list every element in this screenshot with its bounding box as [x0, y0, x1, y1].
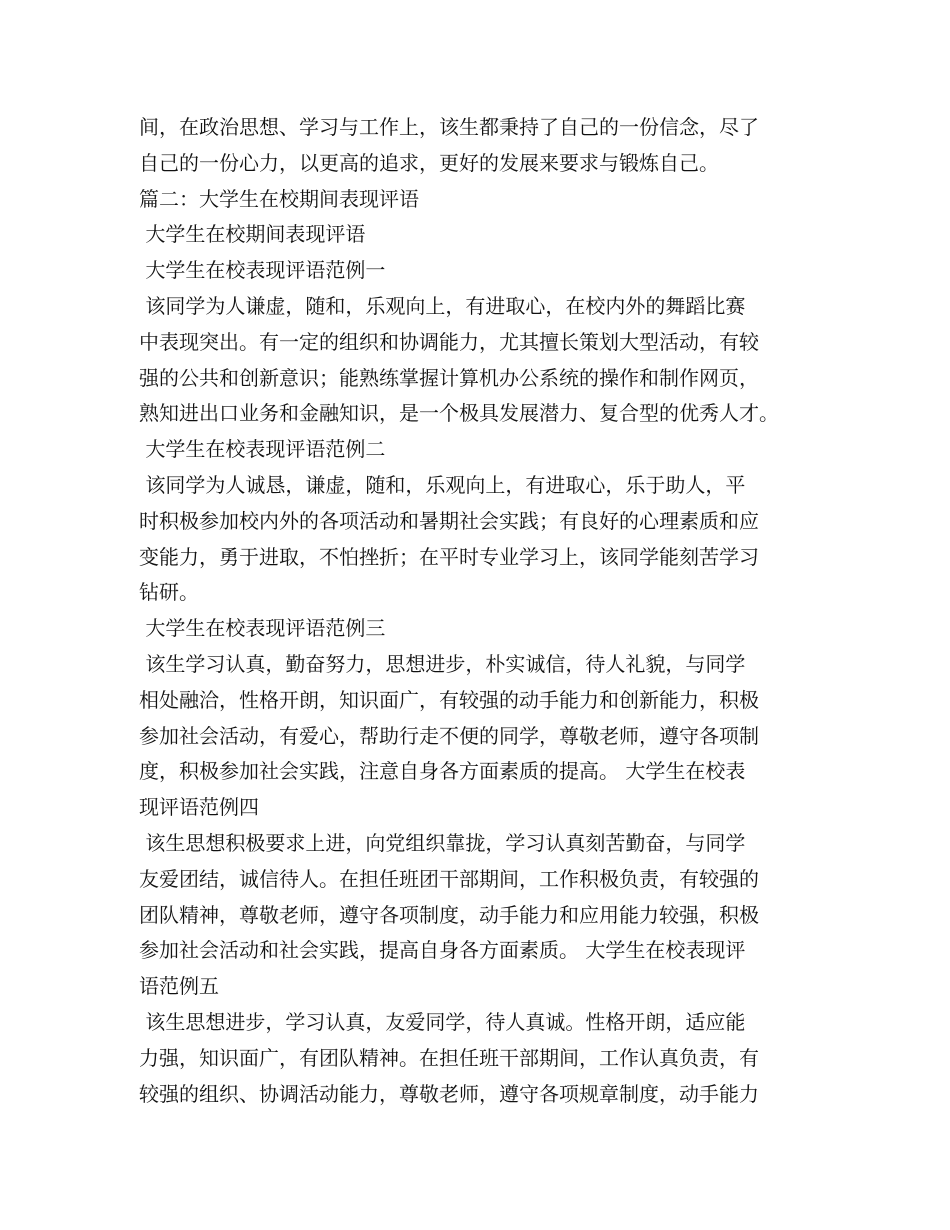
text-line: 现评语范例四	[139, 795, 259, 820]
text-line: 该生思想进步，学习认真，友爱同学，待人真诚。性格开朗，适应能	[139, 1009, 746, 1034]
example-heading: 大学生在校表现评语范例三	[139, 616, 386, 641]
example-heading: 大学生在校表现评语范例二	[139, 437, 386, 462]
subsection-heading: 大学生在校期间表现评语	[139, 222, 366, 247]
text-line: 熟知进出口业务和金融知识，是一个极具发展潜力、复合型的优秀人才。	[139, 401, 779, 426]
text-line: 相处融洽，性格开朗，知识面广，有较强的动手能力和创新能力，积极	[139, 687, 759, 712]
text-line: 该同学为人诚恳，谦虚，随和，乐观向上，有进取心，乐于助人，平	[139, 472, 746, 497]
text-line: 度，积极参加社会实践，注意自身各方面素质的提高。 大学生在校表	[139, 759, 746, 784]
text-line: 中表现突出。有一定的组织和协调能力，尤其擅长策划大型活动，有较	[139, 329, 759, 354]
example-heading: 大学生在校表现评语范例一	[139, 258, 386, 283]
text-line: 时积极参加校内外的各项活动和暑期社会实践；有良好的心理素质和应	[139, 508, 759, 533]
text-line: 友爱团结，诚信待人。在担任班团干部期间，工作积极负责，有较强的	[139, 866, 759, 891]
text-line: 该同学为人谦虚，随和，乐观向上，有进取心，在校内外的舞蹈比赛	[139, 293, 746, 318]
text-line: 强的公共和创新意识；能熟练掌握计算机办公系统的操作和制作网页，	[139, 365, 759, 390]
text-line: 力强，知识面广，有团队精神。在担任班干部期间，工作认真负责，有	[139, 1045, 759, 1070]
text-line: 自己的一份心力，以更高的追求，更好的发展来要求与锻炼自己。	[139, 150, 719, 175]
text-line: 间，在政治思想、学习与工作上，该生都秉持了自己的一份信念，尽了	[139, 115, 759, 139]
text-line: 较强的组织、协调活动能力，尊敬老师，遵守各项规章制度，动手能力	[139, 1081, 759, 1106]
text-line: 该生思想积极要求上进，向党组织靠拢，学习认真刻苦勤奋，与同学	[139, 830, 746, 855]
text-line: 参加社会活动和社会实践，提高自身各方面素质。 大学生在校表现评	[139, 938, 746, 963]
text-line: 参加社会活动，有爱心，帮助行走不便的同学，尊敬老师，遵守各项制	[139, 723, 759, 748]
text-line: 变能力，勇于进取，不怕挫折；在平时专业学习上，该同学能刻苦学习	[139, 544, 759, 569]
text-line: 团队精神，尊敬老师，遵守各项制度，动手能力和应用能力较强，积极	[139, 902, 759, 927]
text-line: 钻研。	[139, 580, 199, 605]
text-line: 语范例五	[139, 974, 219, 999]
text-line: 该生学习认真，勤奋努力，思想进步，朴实诚信，待人礼貌，与同学	[139, 651, 746, 676]
section-heading: 篇二：大学生在校期间表现评语	[139, 186, 419, 211]
document-body	[139, 110, 839, 1112]
